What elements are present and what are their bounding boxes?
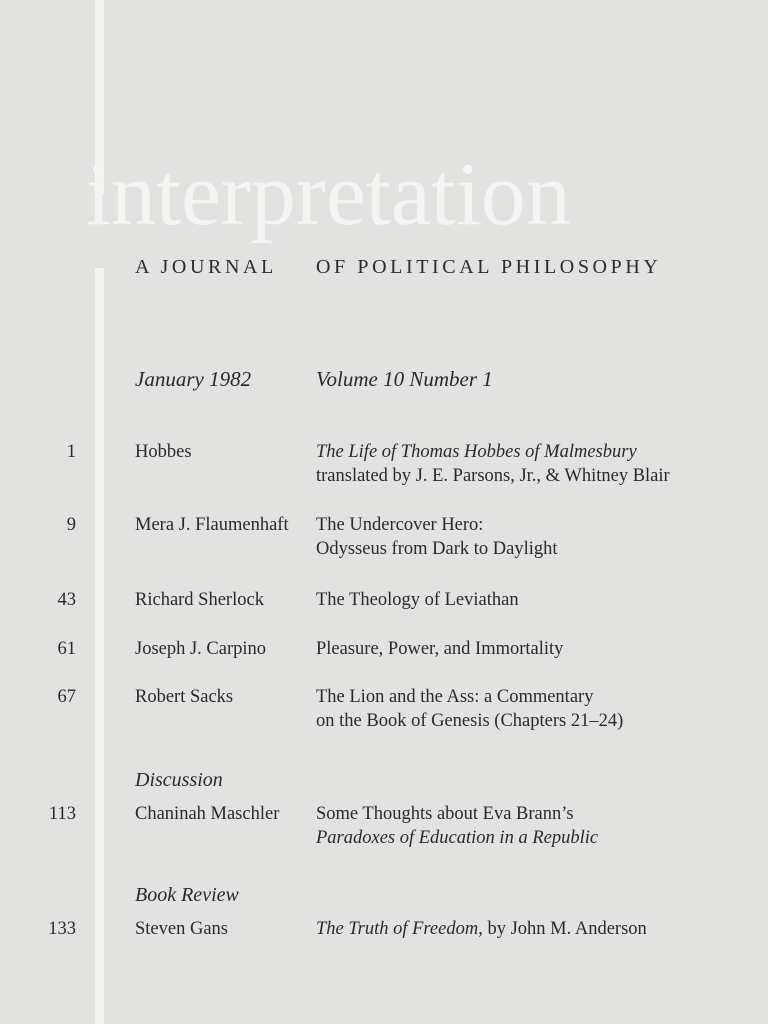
toc-entry: [0, 515, 768, 575]
section-heading-discussion: Discussion: [135, 769, 223, 791]
page-number: 1: [66, 442, 76, 462]
author: Hobbes: [135, 442, 192, 462]
issue-volume: Volume 10 Number 1: [316, 367, 493, 391]
toc-entry: [0, 687, 768, 747]
author: Steven Gans: [135, 919, 228, 939]
review-title: [316, 919, 647, 940]
article-title-line2: translated by J. E. Parsons, Jr., & Whitney Blair: [316, 466, 670, 486]
page-number: 9: [66, 515, 76, 535]
toc-entry: [0, 442, 768, 502]
book-title: The Truth of Freedom: [316, 919, 479, 939]
issue-date: January 1982: [135, 367, 252, 391]
section-heading-book-review: Book Review: [135, 884, 239, 906]
journal-subtitle-left: A JOURNAL: [135, 256, 277, 278]
article-title: Pleasure, Power, and Immortality: [316, 639, 564, 659]
book-author: , by John M. Anderson: [478, 919, 647, 939]
toc-entry: [0, 804, 768, 864]
article-title: The Lion and the Ass: a Commentary: [316, 687, 594, 707]
article-title: The Undercover Hero:: [316, 515, 484, 535]
article-title-line2: Odysseus from Dark to Daylight: [316, 539, 558, 559]
author: Robert Sacks: [135, 687, 234, 707]
article-title-line2: on the Book of Genesis (Chapters 21–24): [316, 711, 624, 731]
toc-entry: [0, 919, 768, 979]
page-number: 67: [57, 687, 76, 707]
journal-subtitle-right: OF POLITICAL PHILOSOPHY: [316, 256, 662, 278]
author: Chaninah Maschler: [135, 804, 280, 824]
article-title: The Life of Thomas Hobbes of Malmesbury: [316, 442, 637, 462]
article-title: Some Thoughts about Eva Brann’s: [316, 804, 574, 824]
article-title: The Theology of Leviathan: [316, 590, 519, 610]
author: Mera J. Flaumenhaft: [135, 515, 289, 535]
article-title-line2: Paradoxes of Education in a Republic: [316, 828, 599, 848]
page-number: 43: [57, 590, 76, 610]
author: Joseph J. Carpino: [135, 639, 267, 659]
author: Richard Sherlock: [135, 590, 264, 610]
page-number: 61: [57, 639, 76, 659]
journal-title: interpretation: [86, 145, 571, 244]
page-number: 113: [48, 804, 76, 824]
page-number: 133: [48, 919, 76, 939]
